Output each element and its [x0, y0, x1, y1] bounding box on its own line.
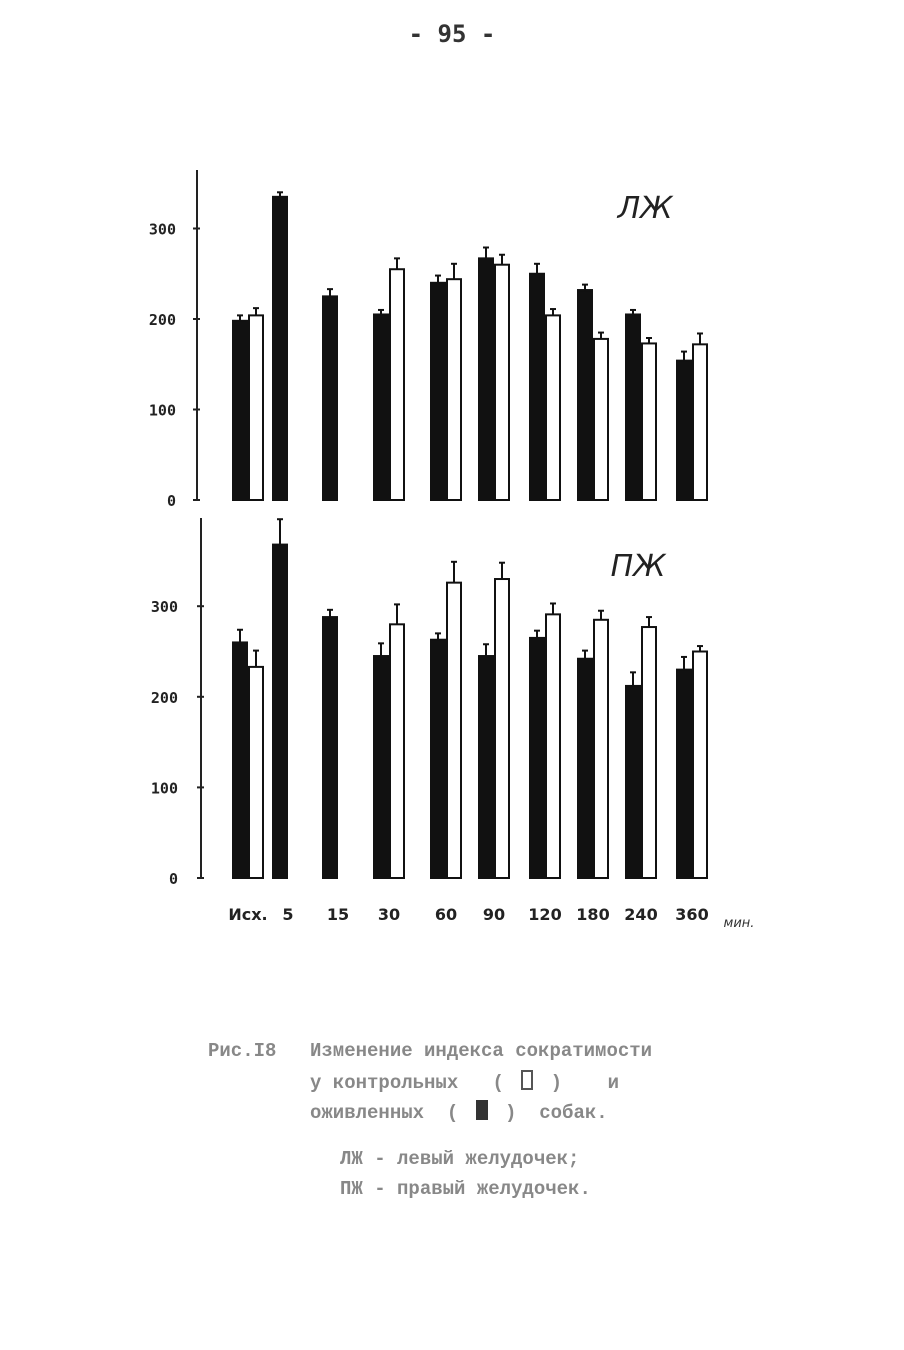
x-tick-label: 30 — [377, 905, 401, 924]
filled-bar-legend-icon — [476, 1100, 488, 1120]
revived-bar — [273, 545, 287, 878]
revived-bar — [479, 258, 493, 500]
y-tick-label: 200 — [150, 688, 178, 707]
caption-dogs: собак. — [539, 1102, 608, 1124]
control-bar — [594, 620, 608, 878]
revived-bar — [578, 659, 592, 878]
x-unit-label: мин. — [723, 916, 755, 931]
control-bar — [390, 624, 404, 878]
rv-panel — [151, 518, 707, 888]
revived-bar — [530, 638, 544, 878]
caption-revived-text: оживленных — [310, 1102, 425, 1124]
control-bar — [249, 315, 263, 500]
control-bar — [495, 579, 509, 878]
abbr-lv: ЛЖ - левый желудочек; — [340, 1148, 580, 1170]
revived-bar — [530, 274, 544, 500]
revived-bar — [677, 361, 691, 500]
control-bar — [642, 343, 656, 500]
control-bar — [546, 315, 560, 500]
x-tick-label: 60 — [434, 905, 458, 924]
revived-bar — [626, 314, 640, 500]
y-tick-label: 0 — [166, 492, 176, 510]
revived-bar — [233, 642, 247, 878]
control-bar — [390, 269, 404, 500]
x-tick-label: 5 — [282, 905, 294, 924]
revived-bar — [626, 686, 640, 878]
x-tick-label: 240 — [624, 905, 658, 924]
revived-bar — [323, 617, 337, 878]
caption-line-1: Изменение индекса сократимости — [310, 1040, 653, 1062]
y-tick-label: 300 — [150, 598, 178, 617]
x-tick-label: 15 — [326, 905, 350, 924]
x-tick-label: 360 — [675, 905, 709, 924]
caption-line-2: у контрольных ( ) и — [310, 1072, 620, 1094]
y-tick-label: 200 — [148, 311, 176, 329]
caption-and: и — [607, 1072, 620, 1094]
y-tick-label: 300 — [148, 220, 176, 239]
control-bar — [447, 583, 461, 878]
x-tick-label: 120 — [528, 905, 562, 924]
lv-panel — [149, 170, 707, 510]
control-bar — [546, 614, 560, 878]
panel-title: ПЖ — [610, 549, 666, 584]
revived-bar — [578, 290, 592, 500]
abbr-rv: ПЖ - правый желудочек. — [340, 1178, 591, 1200]
revived-bar — [431, 283, 445, 500]
revived-bar — [374, 656, 388, 878]
control-bar — [594, 339, 608, 500]
x-tick-label: Исх. — [228, 905, 268, 924]
revived-bar — [479, 656, 493, 878]
x-axis-labels — [228, 905, 754, 931]
x-tick-label: 90 — [482, 905, 506, 924]
control-bar — [249, 667, 263, 878]
revived-bar — [374, 314, 388, 500]
open-bar-legend-icon — [521, 1070, 533, 1090]
control-bar — [447, 279, 461, 500]
revived-bar — [323, 296, 337, 500]
control-bar — [693, 652, 707, 879]
control-bar — [693, 344, 707, 500]
revived-bar — [431, 640, 445, 878]
revived-bar — [233, 321, 247, 500]
control-bar — [495, 265, 509, 500]
panel-title: ЛЖ — [617, 191, 673, 226]
figure-number: Рис.I8 — [208, 1040, 277, 1062]
page-number: - 95 - — [408, 20, 496, 48]
control-bar — [642, 627, 656, 878]
y-tick-label: 100 — [148, 401, 176, 420]
caption-line-3: оживленных ( ) собак. — [310, 1102, 608, 1124]
revived-bar — [677, 670, 691, 878]
y-tick-label: 100 — [150, 779, 178, 798]
revived-bar — [273, 197, 287, 500]
caption-control-text: у контрольных — [310, 1072, 459, 1094]
y-tick-label: 0 — [168, 870, 178, 888]
x-tick-label: 180 — [576, 905, 610, 924]
